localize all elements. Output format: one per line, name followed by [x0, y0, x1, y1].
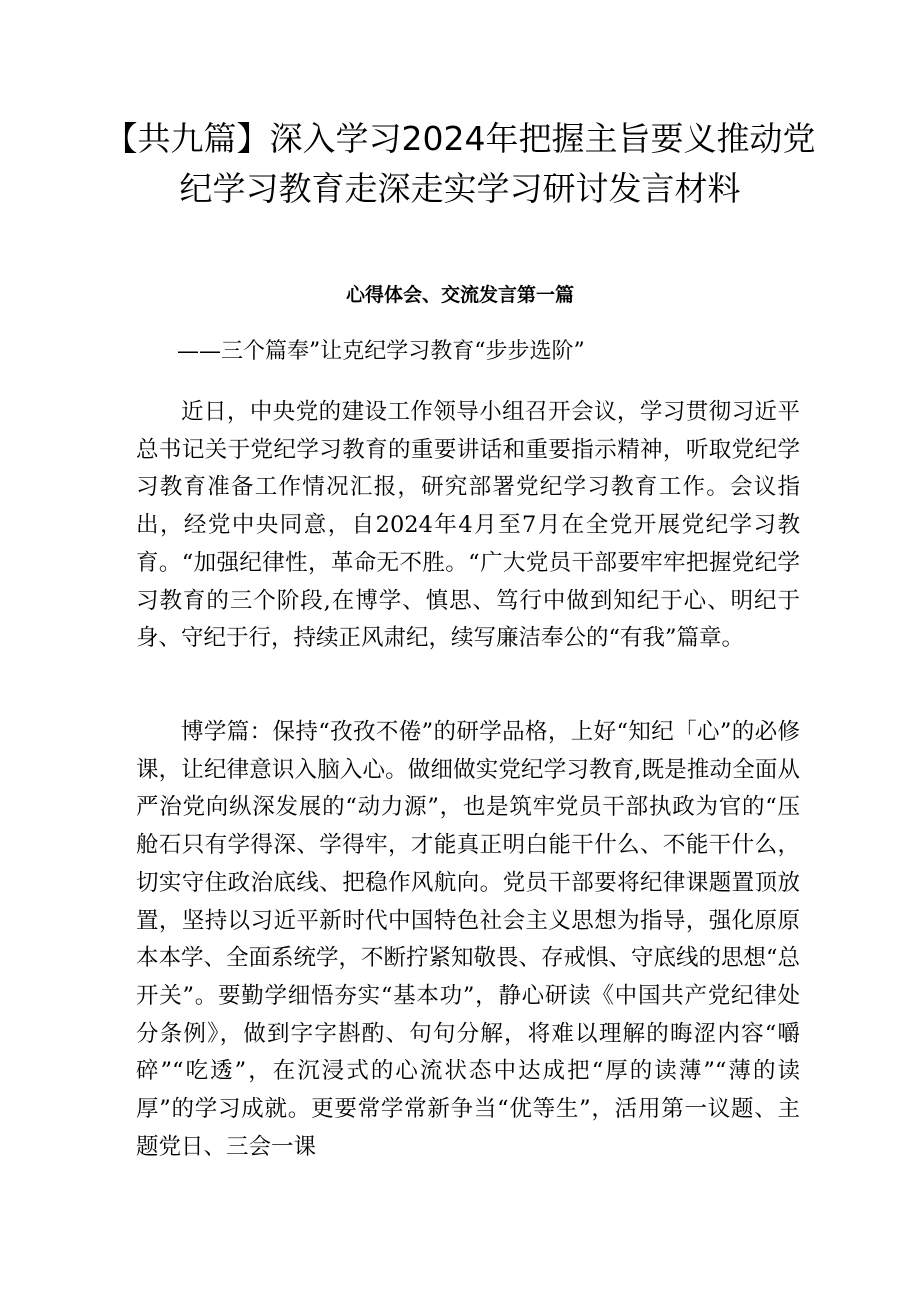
document-title-line-1: 【共九篇】深入学习2024年把握主旨要义推动党 — [104, 119, 816, 158]
document-title-line-2: 纪学习教育走深走实学习研讨发言材料 — [179, 169, 741, 208]
article-subtitle: ——三个篇奉”让克纪学习教育“步步选阶” — [177, 339, 585, 364]
body-paragraph-2: 博学篇：保持“孜孜不倦”的研学品格，上好“知纪「心”的必修课，让纪律意识入脑入心。做细做实党纪学习教育,既是推动全面从严治党向纵深发展的“动力源”，也是筑牢党员干部执政为官的“压舱石只有学得深、学得牢，才能真正明白能干什么、不能干什么，切实守住政治底线、把稳作风航向。党员干部要将纪律课题置顶放置，坚持以习近平新时代中国特色社会主义思想为指导，强化原原本本学、全面系统学，不断拧紧知敬畏、存戒惧、守底线的思想“总开关”。要勤学细悟夯实“基本功”，静心研读《中国共产党纪律处分条例》，做到字字斟酌、句句分解，将难以理解的晦涩内容“嚼碎”“吃透”，在沉浸式的心流状态中达成把“厚的读薄”“薄的读厚”的学习成就。更要常学常新争当“优等生”，活用第一议题、主题党日、三会一课 — [136, 719, 801, 1160]
section-heading: 心得体会、交流发言第一篇 — [345, 284, 574, 306]
body-paragraph-1: 近日，中央党的建设工作领导小组召开会议，学习贯彻习近平总书记关于党纪学习教育的重要讲话和重要指示精神，听取党纪学习教育准备工作情况汇报，研究部署党纪学习教育工作。会议指出，经党中央同意，自2024年4月至7月在全党开展党纪学习教育。“加强纪律性，革命无不胜。“广大党员干部要牢牢把握党纪学习教育的三个阶段,在博学、慎思、笃行中做到知纪于心、明纪于身、守纪于行，持续正风肃纪，续写廉洁奉公的“有我”篇章。 — [136, 399, 800, 652]
